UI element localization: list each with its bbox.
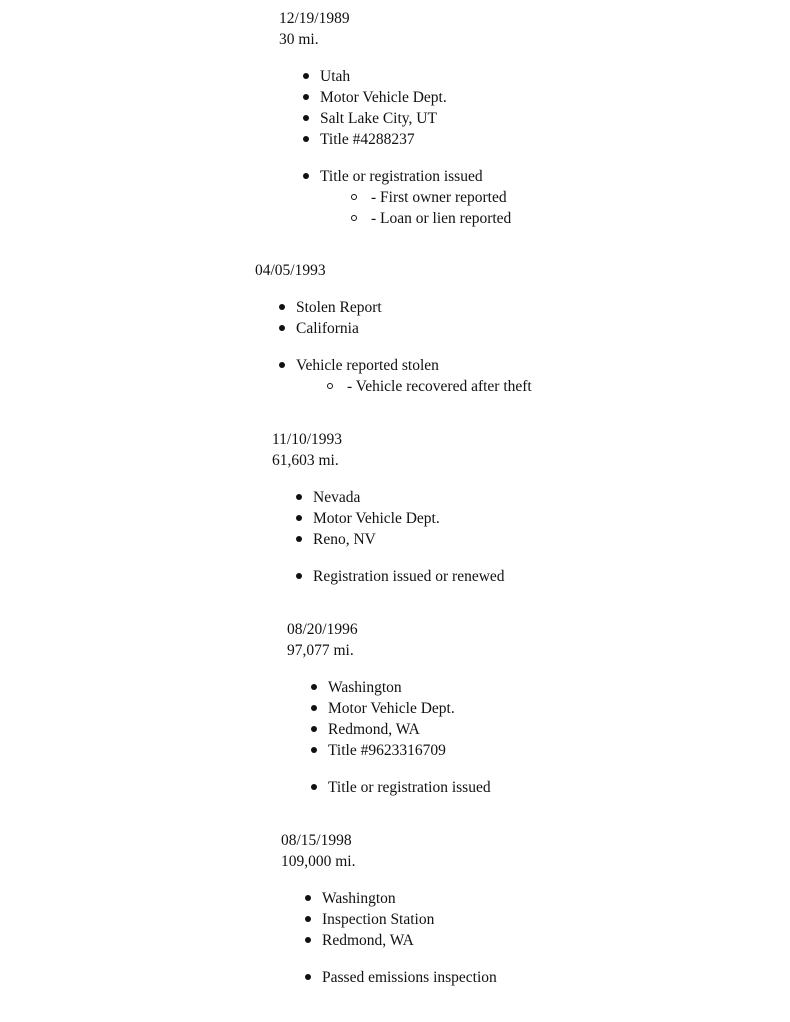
detail-item: Washington — [287, 677, 747, 698]
detail-item: Utah — [279, 66, 739, 87]
record-date: 08/20/1996 — [287, 621, 358, 638]
record-details-list — [272, 487, 732, 550]
record-mileage: 97,077 mi. — [287, 642, 354, 659]
record-mileage: 109,000 mi. — [281, 853, 356, 870]
detail-item: California — [255, 318, 715, 339]
record-events-list — [287, 777, 747, 798]
detail-item: Salt Lake City, UT — [279, 108, 739, 129]
detail-item: Motor Vehicle Dept. — [272, 508, 732, 529]
record-events-list — [281, 967, 741, 988]
detail-item: Reno, NV — [272, 529, 732, 550]
detail-item: Inspection Station — [281, 909, 741, 930]
history-record — [255, 260, 715, 397]
event-item: Registration issued or renewed — [272, 566, 732, 587]
record-date: 11/10/1993 — [272, 431, 343, 448]
detail-item: Stolen Report — [255, 297, 715, 318]
detail-item: Nevada — [272, 487, 732, 508]
record-details-list — [287, 677, 747, 761]
event-item: Title or registration issued — [279, 166, 739, 187]
detail-item: Washington — [281, 888, 741, 909]
history-record — [279, 8, 739, 229]
detail-item: Motor Vehicle Dept. — [279, 87, 739, 108]
record-mileage: 30 mi. — [279, 31, 319, 48]
detail-item: Title #4288237 — [279, 129, 739, 150]
record-details-list — [255, 297, 715, 339]
record-date: 04/05/1993 — [255, 262, 326, 279]
record-date: 12/19/1989 — [279, 10, 350, 27]
detail-item: Redmond, WA — [287, 719, 747, 740]
record-events-list — [255, 355, 715, 397]
history-record — [272, 429, 732, 587]
detail-item: Motor Vehicle Dept. — [287, 698, 747, 719]
record-events-list — [279, 166, 739, 229]
event-sub-item: - Vehicle recovered after theft — [255, 376, 715, 397]
record-details-list — [281, 888, 741, 951]
event-item: Title or registration issued — [287, 777, 747, 798]
detail-item: Redmond, WA — [281, 930, 741, 951]
event-sub-item: - Loan or lien reported — [279, 208, 739, 229]
event-item: Passed emissions inspection — [281, 967, 741, 988]
record-details-list — [279, 66, 739, 150]
event-item: Vehicle reported stolen — [255, 355, 715, 376]
record-events-list — [272, 566, 732, 587]
history-record — [281, 830, 741, 988]
detail-item: Title #9623316709 — [287, 740, 747, 761]
event-sub-item: - First owner reported — [279, 187, 739, 208]
record-date: 08/15/1998 — [281, 832, 352, 849]
record-mileage: 61,603 mi. — [272, 452, 339, 469]
history-record — [287, 619, 747, 798]
